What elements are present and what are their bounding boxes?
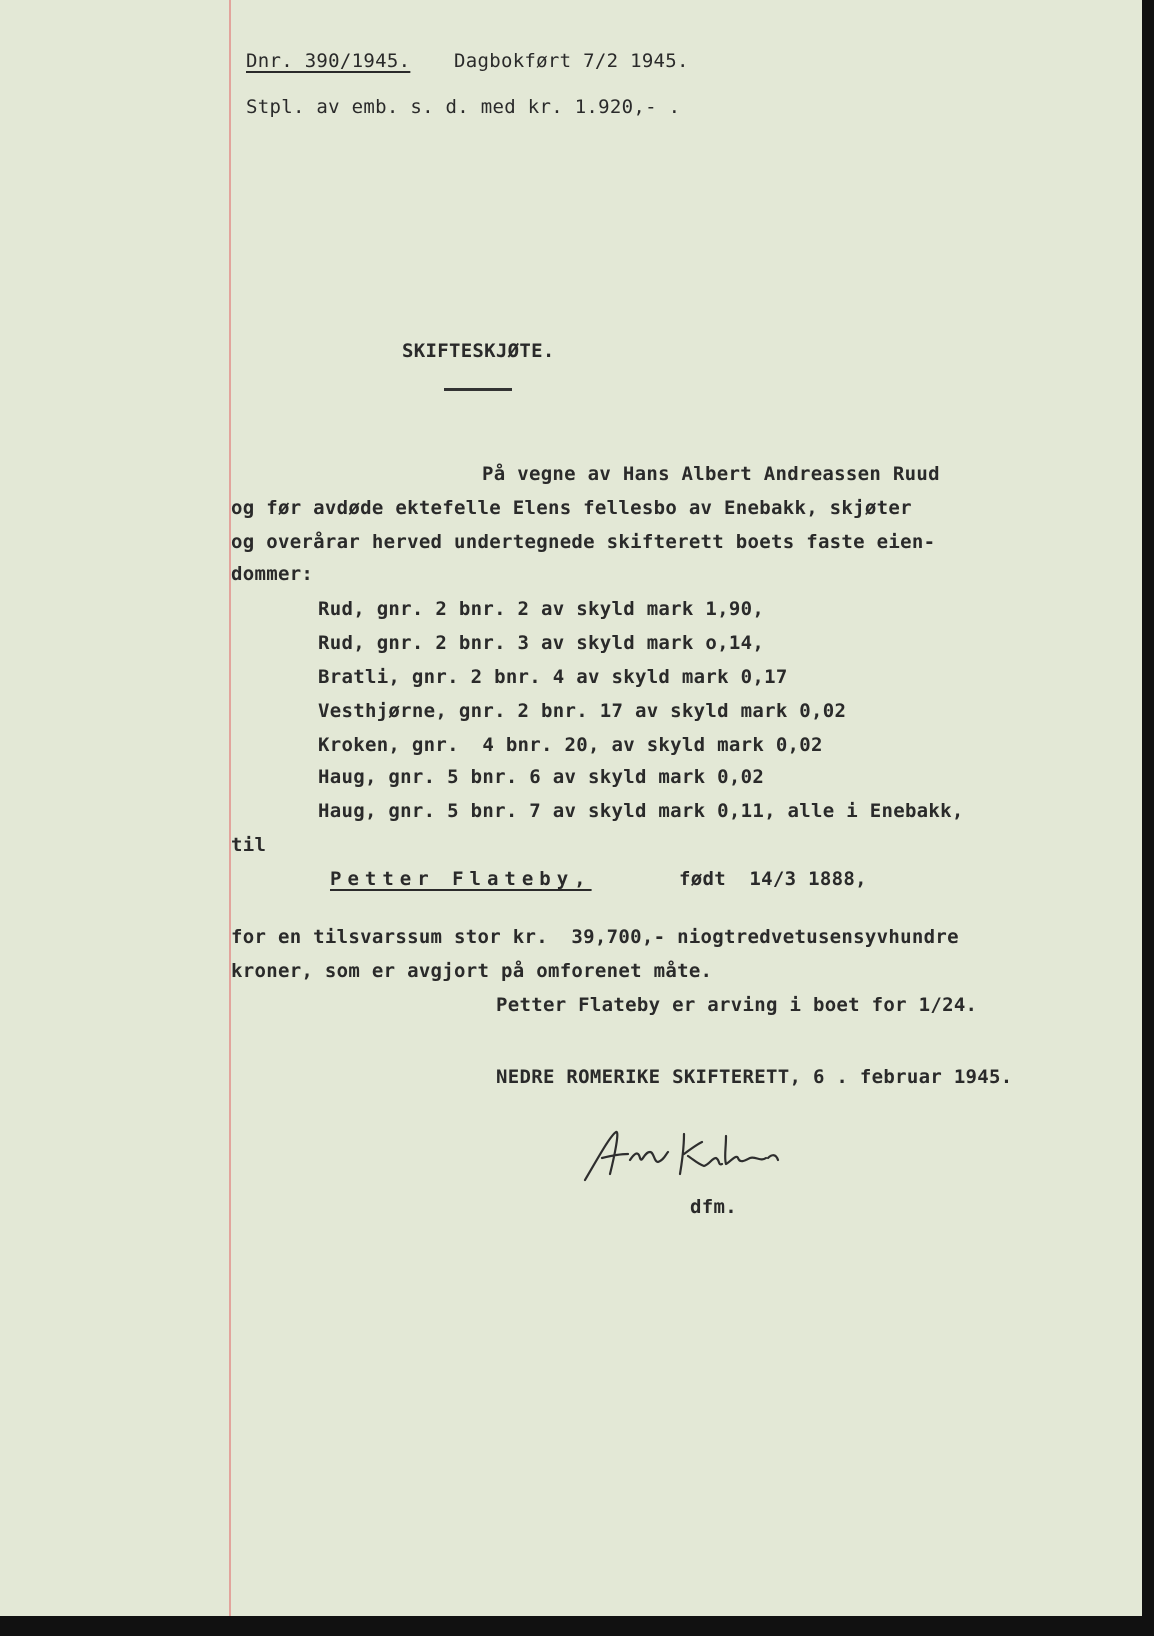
document-title: SKIFTESKJØTE. [402, 340, 555, 362]
property-line-2: Rud, gnr. 2 bnr. 3 av skyld mark o,14, [318, 632, 765, 654]
recipient-name: Petter Flateby, [330, 868, 592, 890]
intro-line-3: og overårar herved undertegnede skifterett boets faste eien- [231, 531, 936, 553]
property-line-3: Bratli, gnr. 2 bnr. 4 av skyld mark 0,17 [318, 666, 788, 688]
recipient-born: født 14/3 1888, [679, 868, 867, 890]
property-line-5: Kroken, gnr. 4 bnr. 20, av skyld mark 0,02 [318, 734, 823, 756]
dagbok-note: Dagbokført 7/2 1945. [454, 50, 689, 72]
signatory-title: dfm. [690, 1196, 737, 1218]
intro-line-2: og før avdøde ektefelle Elens fellesbo av Enebakk, skjøter [231, 497, 912, 519]
margin-line [229, 0, 231, 1616]
dnr-reference: Dnr. 390/1945. [246, 50, 411, 72]
property-line-6: Haug, gnr. 5 bnr. 6 av skyld mark 0,02 [318, 766, 765, 788]
sum-line-1: for en tilsvarssum stor kr. 39,700,- niogtredvetusensyvhundre [231, 926, 959, 948]
scan-border-bottom [0, 1616, 1154, 1636]
intro-line-4: dommer: [231, 563, 314, 585]
heir-line: Petter Flateby er arving i boet for 1/24. [496, 994, 978, 1016]
property-line-7: Haug, gnr. 5 bnr. 7 av skyld mark 0,11, alle i Enebakk, [318, 800, 964, 822]
property-line-1: Rud, gnr. 2 bnr. 2 av skyld mark 1,90, [318, 598, 765, 620]
til-line: til [231, 834, 267, 856]
title-rule [444, 388, 512, 391]
court-date: NEDRE ROMERIKE SKIFTERETT, 6 . februar 1945. [496, 1066, 1013, 1088]
sum-line-2: kroner, som er avgjort på omforenet måte. [231, 960, 713, 982]
scan-border-right [1142, 0, 1154, 1636]
signature [580, 1118, 840, 1198]
stamp-fee-note: Stpl. av emb. s. d. med kr. 1.920,- . [246, 96, 681, 118]
intro-line-1: På vegne av Hans Albert Andreassen Ruud [482, 463, 940, 485]
property-line-4: Vesthjørne, gnr. 2 bnr. 17 av skyld mark 0,02 [318, 700, 847, 722]
